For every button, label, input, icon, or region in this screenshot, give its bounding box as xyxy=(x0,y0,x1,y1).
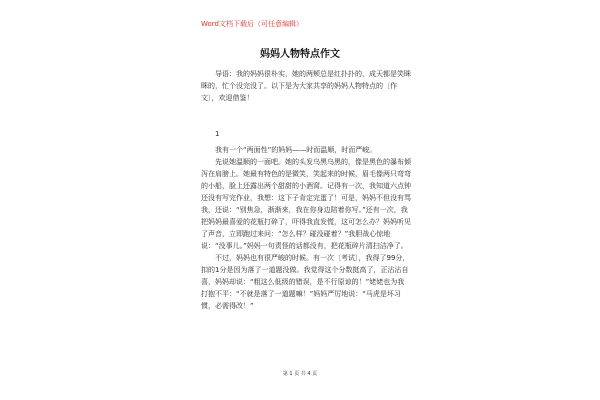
essay-body xyxy=(201,144,411,312)
paragraph: 先说她温顺的一面吧。她的头发乌黑乌黑的，像是黑色的瀑布倾泻在肩膀上。她最有特色的是微笑，笑起来的时候，眉毛像两只弯弯的小船，脸上还露出两个甜甜的小酒窝。记得有一次，我知道六点钟还没有写完作业，我想：这下子肯定完蛋了！可是，妈妈不但没有骂我，还说：“别焦急，渐渐来，我在你身边陪着你写。”还有一次，我把妈妈最喜爱的花瓶打碎了，吓得我直发慌，这可怎么办？妈妈听见了声音，立即跑过来问：“怎么样？碰没碰着？”我胆战心惊地说：“没事儿。”妈妈一句责怪的话都没有，把花瓶碎片清扫洁净了。 xyxy=(201,158,411,250)
paragraph: 不过，妈妈也有很严峻的时候。有一次〔考试〕，我得了99分，扣的1分是因为落了一道题没做。我觉得这个分数挺高了，正沾沾自喜，妈妈却说：“粗这么低级的错误，是不行原谅的！”姥姥也为我打抱不平：“不就是落了一道题嘛！”妈妈严厉地说：“马虎是坏习惯，必需得改！” xyxy=(201,254,410,310)
intro-text: 导语：我的妈妈很朴实，她的两颊总是红扑扑的，成天都是笑眯眯的，忙个没完没了。以下是为大家共享的妈妈人物特点的〔作文〕，欢迎借鉴！ xyxy=(201,70,411,102)
intro-paragraph xyxy=(201,68,411,104)
section-number: 1 xyxy=(215,130,220,138)
page-footer: 第 1 页 共 4 页 xyxy=(282,371,318,377)
page-title: 妈妈人物特点作文 xyxy=(260,49,340,60)
paragraph: 我有一个“两面性”的妈妈——时而温顺，时而严峻。 xyxy=(215,146,377,154)
download-watermark: Word文档下载后（可任意编辑） xyxy=(201,20,303,28)
